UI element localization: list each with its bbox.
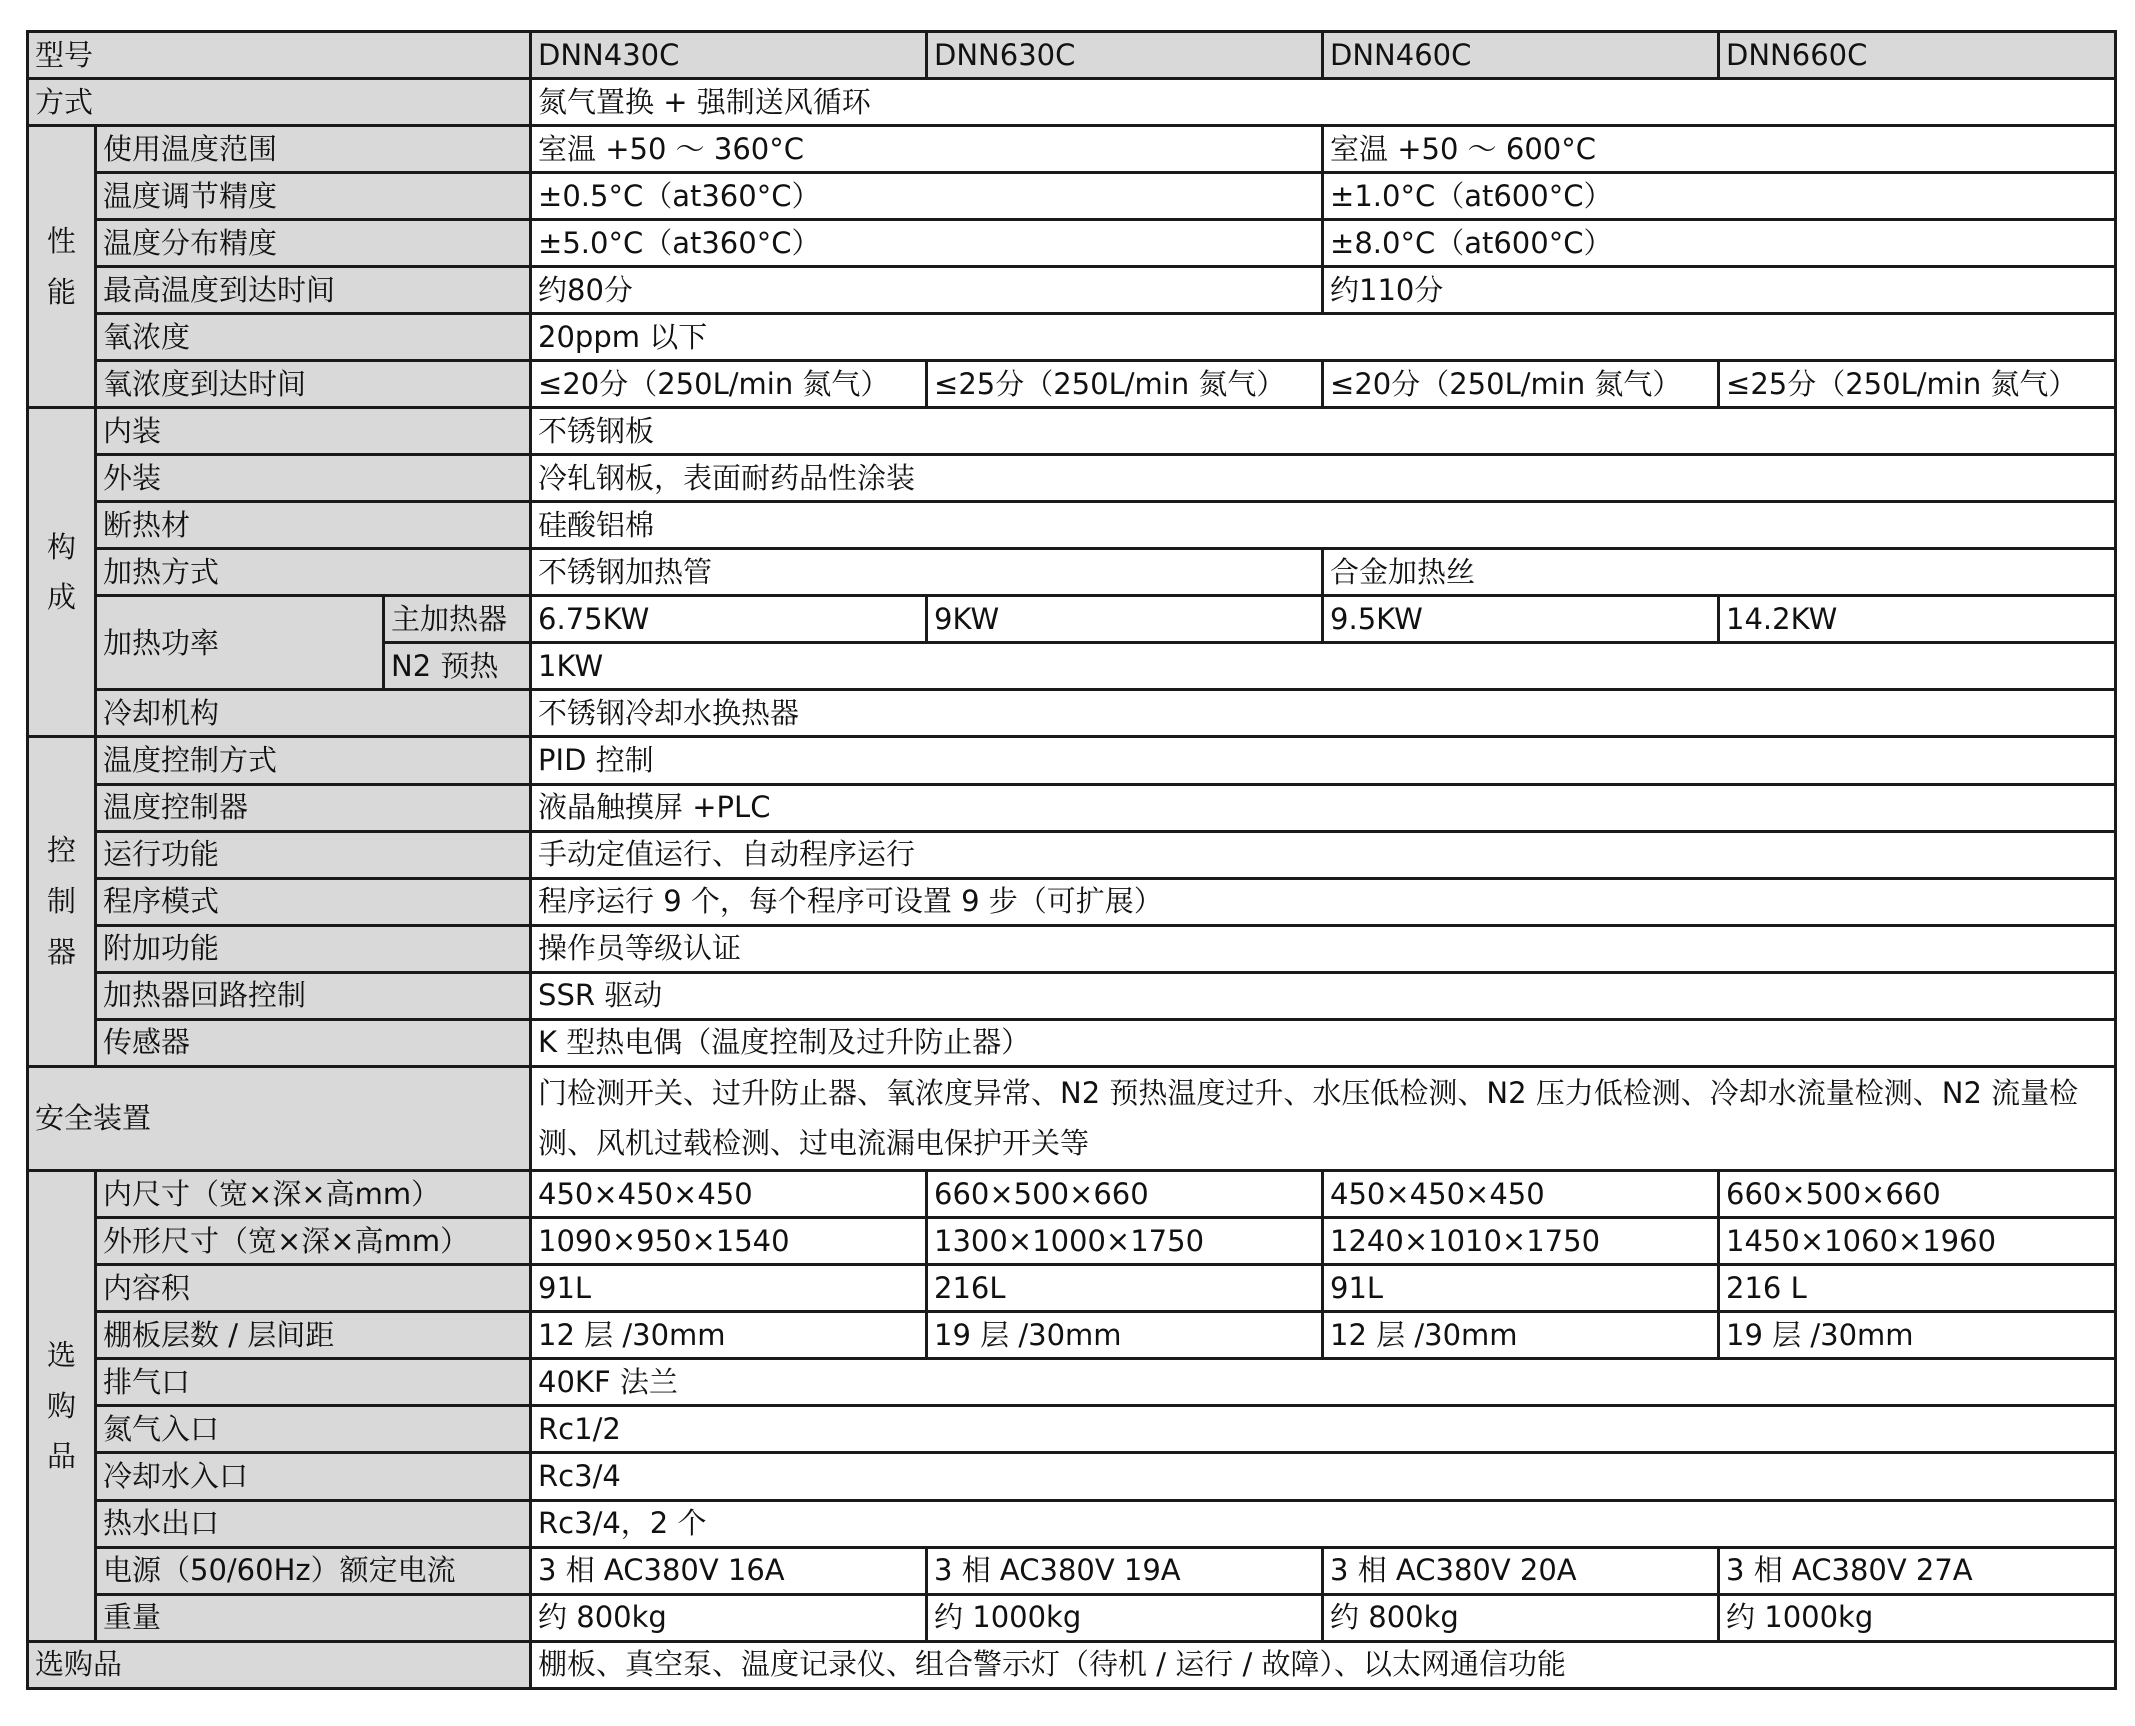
row-label: 运行功能: [96, 831, 531, 878]
control-method-row: [28, 737, 2116, 784]
row-value: 硅酸铝棉: [531, 502, 2116, 549]
row-label: 氧浓度到达时间: [96, 361, 531, 408]
row-value: 660×500×660: [927, 1171, 1323, 1218]
group-options: [28, 1171, 96, 1641]
row-value: Rc1/2: [531, 1406, 2116, 1453]
row-label: 加热方式: [96, 549, 531, 596]
row-value: 12 层 /30mm: [1323, 1312, 1719, 1359]
row-value: 1KW: [531, 643, 2116, 690]
water-inlet-row: [28, 1453, 2116, 1500]
row-value: 程序运行 9 个，每个程序可设置 9 步（可扩展）: [531, 878, 2116, 925]
row-value: 20ppm 以下: [531, 314, 2116, 361]
row-label: 冷却机构: [96, 690, 531, 737]
row-label: 内尺寸（宽×深×高mm）: [96, 1171, 531, 1218]
row-value: 手动定值运行、自动程序运行: [531, 831, 2116, 878]
row-label: 氮气入口: [96, 1406, 531, 1453]
row-value: ≤25分（250L/min 氮气）: [1719, 361, 2116, 408]
row-label: 冷却水入口: [96, 1453, 531, 1500]
row-label: 加热功率: [96, 596, 384, 690]
run-row: [28, 831, 2116, 878]
insulation-row: [28, 502, 2116, 549]
row-label: 加热器回路控制: [96, 972, 531, 1019]
row-value: Rc3/4，2 个: [531, 1500, 2116, 1547]
row-value: 不锈钢冷却水换热器: [531, 690, 2116, 737]
row-value: ±1.0°C（at600°C）: [1323, 173, 2116, 220]
temp-range-row: [28, 126, 2116, 173]
row-value: 棚板、真空泵、温度记录仪、组合警示灯（待机 / 运行 / 故障）、以太网通信功能: [531, 1641, 2116, 1688]
row-value: 91L: [531, 1265, 927, 1312]
row-label: 最高温度到达时间: [96, 267, 531, 314]
model-cell: DNN430C: [531, 32, 927, 79]
row-value: 216 L: [1719, 1265, 2116, 1312]
power-main-row: [28, 596, 2116, 643]
row-value: 合金加热丝: [1323, 549, 2116, 596]
row-value: 室温 +50 ～ 600°C: [1323, 126, 2116, 173]
cooling-row: [28, 690, 2116, 737]
heating-row: [28, 549, 2116, 596]
row-value: 9KW: [927, 596, 1323, 643]
outer-size-row: [28, 1218, 2116, 1265]
program-row: [28, 878, 2116, 925]
row-value: ±0.5°C（at360°C）: [531, 173, 1323, 220]
row-value: ±8.0°C（at600°C）: [1323, 220, 2116, 267]
group-label: 控制器: [46, 833, 76, 969]
row-value: 约110分: [1323, 267, 2116, 314]
row-label: 温度控制方式: [96, 737, 531, 784]
oxygen-row: [28, 314, 2116, 361]
row-value: 液晶触摸屏 +PLC: [531, 784, 2116, 831]
row-value: 1090×950×1540: [531, 1218, 927, 1265]
circuit-row: [28, 972, 2116, 1019]
row-label: 附加功能: [96, 925, 531, 972]
outer-row: [28, 455, 2116, 502]
row-value: 3 相 AC380V 16A: [531, 1547, 927, 1594]
row-value: 约 1000kg: [927, 1594, 1323, 1641]
sub-label: N2 预热: [384, 643, 531, 690]
group-construction: [28, 408, 96, 737]
row-label: 温度控制器: [96, 784, 531, 831]
row-label: 选购品: [28, 1641, 531, 1688]
row-label: 温度调节精度: [96, 173, 531, 220]
row-label: 热水出口: [96, 1500, 531, 1547]
inner-size-row: [28, 1171, 2116, 1218]
group-label: 构成: [46, 529, 76, 615]
row-value: 操作员等级认证: [531, 925, 2116, 972]
row-label: 外装: [96, 455, 531, 502]
purchase-row: [28, 1641, 2116, 1688]
row-value: 9.5KW: [1323, 596, 1719, 643]
row-label: 断热材: [96, 502, 531, 549]
row-value: 40KF 法兰: [531, 1359, 2116, 1406]
shelves-row: [28, 1312, 2116, 1359]
row-value: 3 相 AC380V 19A: [927, 1547, 1323, 1594]
row-value: SSR 驱动: [531, 972, 2116, 1019]
row-value: ≤25分（250L/min 氮气）: [927, 361, 1323, 408]
row-value: 12 层 /30mm: [531, 1312, 927, 1359]
row-value: 1300×1000×1750: [927, 1218, 1323, 1265]
exhaust-row: [28, 1359, 2116, 1406]
oxygen-time-row: [28, 361, 2116, 408]
row-value: K 型热电偶（温度控制及过升防止器）: [531, 1019, 2116, 1066]
group-performance: [28, 126, 96, 408]
n2-inlet-row: [28, 1406, 2116, 1453]
row-label: 方式: [28, 79, 531, 126]
row-value: 6.75KW: [531, 596, 927, 643]
row-value: 约80分: [531, 267, 1323, 314]
row-value: 约 800kg: [1323, 1594, 1719, 1641]
power-supply-row: [28, 1547, 2116, 1594]
row-value: 3 相 AC380V 20A: [1323, 1547, 1719, 1594]
volume-row: [28, 1265, 2116, 1312]
row-value: 450×450×450: [1323, 1171, 1719, 1218]
row-label: 外形尺寸（宽×深×高mm）: [96, 1218, 531, 1265]
row-value: 不锈钢加热管: [531, 549, 1323, 596]
group-label: 性能: [46, 223, 76, 309]
row-label: 棚板层数 / 层间距: [96, 1312, 531, 1359]
row-value: 660×500×660: [1719, 1171, 2116, 1218]
spec-table: [26, 30, 2117, 1690]
method-row: [28, 79, 2116, 126]
model-cell: DNN460C: [1323, 32, 1719, 79]
row-label: 电源（50/60Hz）额定电流: [96, 1547, 531, 1594]
row-value: 14.2KW: [1719, 596, 2116, 643]
row-value: 氮气置换 + 强制送风循环: [531, 79, 2116, 126]
row-value: Rc3/4: [531, 1453, 2116, 1500]
row-value: 冷轧钢板，表面耐药品性涂装: [531, 455, 2116, 502]
row-value: 3 相 AC380V 27A: [1719, 1547, 2116, 1594]
model-label: 型号: [28, 32, 531, 79]
sensor-row: [28, 1019, 2116, 1066]
row-value: ≤20分（250L/min 氮气）: [531, 361, 927, 408]
extra-row: [28, 925, 2116, 972]
row-value: 450×450×450: [531, 1171, 927, 1218]
row-label: 内装: [96, 408, 531, 455]
hot-outlet-row: [28, 1500, 2116, 1547]
model-cell: DNN660C: [1719, 32, 2116, 79]
row-value: 19 层 /30mm: [927, 1312, 1323, 1359]
max-time-row: [28, 267, 2116, 314]
row-value: 约 1000kg: [1719, 1594, 2116, 1641]
sub-label: 主加热器: [384, 596, 531, 643]
controller-device-row: [28, 784, 2116, 831]
row-value: ≤20分（250L/min 氮气）: [1323, 361, 1719, 408]
inner-row: [28, 408, 2116, 455]
row-label: 安全装置: [28, 1066, 531, 1171]
safety-row: [28, 1066, 2116, 1171]
row-label: 传感器: [96, 1019, 531, 1066]
row-label: 使用温度范围: [96, 126, 531, 173]
model-cell: DNN630C: [927, 32, 1323, 79]
model-header-row: [28, 32, 2116, 79]
temp-dist-row: [28, 220, 2116, 267]
row-value: 91L: [1323, 1265, 1719, 1312]
row-label: 程序模式: [96, 878, 531, 925]
weight-row: [28, 1594, 2116, 1641]
row-value: 门检测开关、过升防止器、氧浓度异常、N2 预热温度过升、水压低检测、N2 压力低检测、冷却水流量检测、N2 流量检测、风机过载检测、过电流漏电保护开关等: [531, 1066, 2116, 1171]
row-value: 1450×1060×1960: [1719, 1218, 2116, 1265]
row-value: PID 控制: [531, 737, 2116, 784]
row-label: 氧浓度: [96, 314, 531, 361]
row-label: 重量: [96, 1594, 531, 1641]
row-value: 19 层 /30mm: [1719, 1312, 2116, 1359]
row-value: 216L: [927, 1265, 1323, 1312]
row-value: 室温 +50 ～ 360°C: [531, 126, 1323, 173]
row-value: 约 800kg: [531, 1594, 927, 1641]
group-label: 选购品: [46, 1337, 76, 1474]
row-value: ±5.0°C（at360°C）: [531, 220, 1323, 267]
row-label: 温度分布精度: [96, 220, 531, 267]
row-value: 不锈钢板: [531, 408, 2116, 455]
row-label: 内容积: [96, 1265, 531, 1312]
temp-adjust-row: [28, 173, 2116, 220]
group-controller: [28, 737, 96, 1066]
row-label: 排气口: [96, 1359, 531, 1406]
row-value: 1240×1010×1750: [1323, 1218, 1719, 1265]
